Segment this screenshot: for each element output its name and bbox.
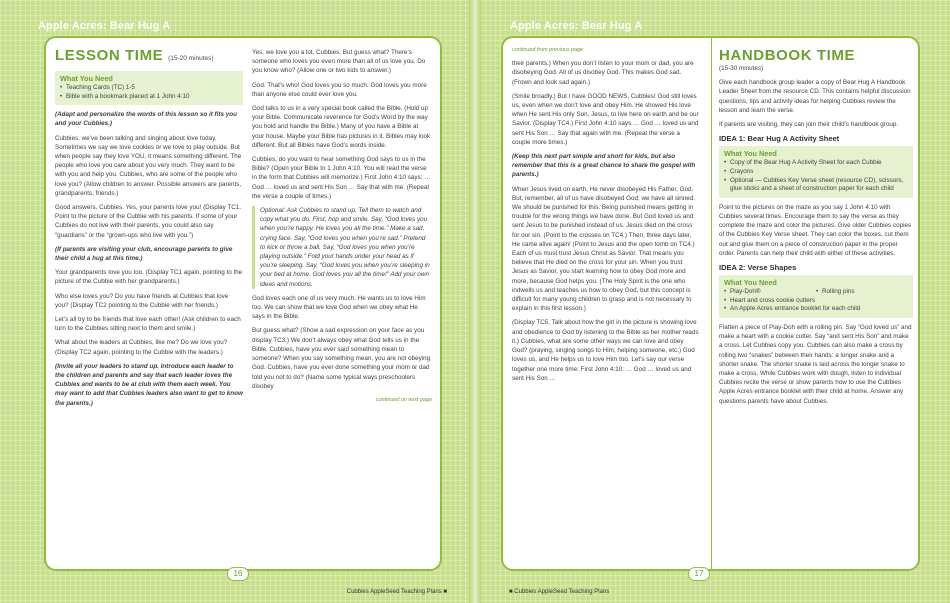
paragraph: God loves each one of us very much. He wants us to love Him too. We can show that we love God when we obey what He says in the Bible. bbox=[252, 294, 426, 321]
paragraph: Good answers, Cubbies. Yes, your parents love you! (Display TC1. Point to the picture of the Cubbie with his parents. If some of your Cubbies do not live with their parents, you could also say “guardians” or the “grown-ups who live with you.”) bbox=[55, 204, 242, 239]
idea-1-need-box bbox=[719, 146, 913, 197]
paragraph: Let’s all try to be friends that love each other! (Ask children to each turn to the Cubbies sitting next to them and smile.) bbox=[55, 316, 241, 333]
page-number: 17 bbox=[688, 567, 710, 581]
lesson-panel bbox=[44, 36, 442, 571]
paragraph: Cubbies, do you want to hear something God says to us in the Bible? (Open your Bible to 1 John 4:10. You will read the verse in the form that Cubbies will memorize.) First John 4:10 says: … God … loved us and sent His Son … Say that with me. (Repeat the verse a couple of times.) bbox=[252, 156, 431, 200]
page-number: 16 bbox=[227, 567, 249, 581]
paragraph: Cubbies, we’ve been talking and singing about love today. Sometimes we say we love cookies or we love to play outside. But when people say they love YOU, it means something different. The people who love you care about you very much. They want to be with you and help you. Cubbies, who are some of the people who love you? (Allow children to answer. Possible answers are parents, grandparents, friends.) bbox=[55, 134, 242, 197]
idea-1-heading: IDEA 1: Bear Hug A Activity Sheet bbox=[719, 134, 840, 144]
right-page bbox=[481, 0, 950, 603]
need-item: • Rolling pins bbox=[816, 288, 908, 297]
need-item: • Copy of the Bear Hug A Activity Sheet for each Cubbie bbox=[724, 159, 908, 168]
handbook-minutes: (15-30 minutes) bbox=[719, 65, 764, 72]
paragraph: (Smile broadly.) But I have GOOD NEWS, Cubbies! God still loves us, even when we don’t love and obey Him. He showed His love when He sent His only Son, Jesus, to live here on earth and be our Savior. (Display TC4.) First John 4:10 says … God … loved us and sent His Son … Say that again with me. (Repeat the verse a couple more times.) bbox=[512, 92, 699, 146]
lesson-column-2 bbox=[252, 48, 432, 405]
paragraph: Yes, we love you a lot, Cubbies. But guess what? There’s someone who loves you even more than all of us love you. Do you know who? (Allow one or two kids to answer.) bbox=[252, 49, 426, 75]
page-header: Apple Acres: Bear Hug A bbox=[38, 20, 171, 32]
page-footer: ■ Cubbies AppleSeed Teaching Plans bbox=[509, 589, 610, 595]
continued-note: continued on next page bbox=[375, 396, 432, 403]
paragraph: Your grandparents love you too. (Display TC1 again, pointing to the picture of the Cubbie with her grandparents.) bbox=[55, 269, 243, 286]
page-header: Apple Acres: Bear Hug A bbox=[510, 20, 643, 32]
need-item: • Crayons bbox=[724, 168, 908, 177]
paragraph: Flatten a piece of Play-Doh with a rolling pin. Say “God loved us” and make a heart with a cookie cutter. Say “and sent His Son” and make a cross. Let Cubbies copy you. Cubbies can also make a cross by rolling two “snakes” between their hands: a longer snake and a shorter snake. The shorter snake is laid across the longer snake to make a cross. While Cubbies work with dough, listen to individual Cubbies recite the verse or show parents how to use the Cubbies Apple Acres entrance booklet with their child at home. Answer any questions parents have about Cubbies. bbox=[719, 324, 912, 405]
need-item: • Bible with a bookmark placed at 1 John 4:10 bbox=[60, 93, 238, 102]
lesson-column-1 bbox=[55, 48, 243, 413]
continued-from-note: continued from previous page bbox=[512, 47, 584, 53]
idea-2-need-box bbox=[719, 275, 913, 318]
optional-text: Optional: Ask Cubbies to stand up. Tell them to watch and copy what you do. First, hop and smile. Say, “God loves you when you’re happy. He loves you all the time.” Make a sad, crying face. Say, “God loves you when you’re sad.” Pretend to kick or throw a ball. Say, “God loves you when you’re playing outside.” Fold your hands under your head as if you’re sleeping. Say, “God loves you when you’re sleeping in your bed at home. God loves you all the time!” Add your own ideas and motions. bbox=[260, 207, 430, 288]
paragraph: their parents.) When you don’t listen to your mom or dad, you are disobeying God. All of us disobey God. This makes God sad. (Frown and look sad again.) bbox=[512, 60, 694, 86]
optional-activity-box bbox=[252, 206, 432, 289]
need-heading: What You Need bbox=[724, 149, 777, 159]
need-item: • An Apple Acres entrance booklet for each child bbox=[724, 305, 908, 314]
need-item: • Heart and cross cookie cutters bbox=[724, 297, 908, 306]
paragraph: (Invite all your leaders to stand up. Introduce each leader to the children and parents and say that each leader loves the Cubbies and wants to be at club with them each week. You may want to add that Cubbies leaders also want to get to know the parents.) bbox=[55, 362, 243, 407]
paragraph: (If parents are visiting your club, encourage parents to give their child a hug at this time.) bbox=[55, 245, 233, 263]
paragraph: Give each handbook group leader a copy of Bear Hug A Handbook Leader Sheet from the resource CD. This contains helpful discussion questions, tips and activity ideas for helping Cubbies review the lesson and learn the verse. bbox=[719, 79, 911, 114]
paragraph: If parents are visiting, they can join their child’s handbook group. bbox=[719, 121, 899, 129]
paragraph: (Display TC5. Talk about how the girl in the picture is showing love and obedience to God by listening to the Bible as her mother reads it.) Cubbies, what are some other ways we can love and obey God? (praying, singing songs to Him, helping someone, etc.) God loves us, and He helps us to love Him too. Let’s say our verse together one more time: First John 4:10: … God … loved us and sent His Son … bbox=[512, 319, 699, 382]
paragraph: What about the leaders at Cubbies, like me? Do we love you? (Display TC2 again, pointing to the Cubbie with the leaders.) bbox=[55, 339, 228, 356]
paragraph: Point to the pictures on the maze as you say 1 John 4:10 with Cubbies several times. Encourage them to say the verse as they complete the maze and color the pictures. Give older Cubbies copies of the Cubbies Key Verse sheet. They can color the boxes, cut them out and glue them on a piece of construction paper in the proper order. Parents can help their child with either of these activities. bbox=[719, 203, 912, 257]
idea-2-heading: IDEA 2: Verse Shapes bbox=[719, 263, 797, 273]
content-panel bbox=[501, 36, 920, 571]
handbook-title: HANDBOOK TIME bbox=[719, 47, 856, 64]
paragraph: But guess what? (Show a sad expression on your face as you display TC3.) We don’t always obey what God tells us in the Bible. Cubbies, have you ever said something mean to someone? When you say something mean, you are not obeying God. Cubbies, have you ever done something your mom or dad told you not to do? (Name some typical ways preschoolers disobey bbox=[252, 327, 431, 390]
lesson-continued-column bbox=[512, 46, 700, 388]
need-heading: What You Need bbox=[60, 74, 113, 83]
handbook-column bbox=[719, 48, 913, 411]
paragraph: (Keep this next part simple and short for kids, but also remember that this is a great chance to share the gospel with parents.) bbox=[512, 153, 696, 179]
need-item: • Play-Doh® bbox=[724, 288, 816, 297]
need-item: • Teaching Cards (TC) 1-5 bbox=[60, 84, 238, 93]
what-you-need-box bbox=[55, 71, 243, 105]
paragraph: When Jesus lived on earth, He never disobeyed His Father, God. But, remember, all of us have disobeyed God; we have all sinned. We should be punished for this. Being punished means getting in trouble for the wrong things we have done. But God loved us and sent Jesus to be punished instead of us. Jesus died on the cross for our sin. (Point to the crosses on TC4.) Then, three days later, He came alive again! (Point to Jesus and the open tomb on TC4.) Each of us must trust Jesus Christ as Savior. That means you believe that He died on the cross for your sin. When you trust Jesus as Savior, you start learning how to obey God more and more, because God helps you. (The Holy Spirit is the one who indwells us and teaches us how to obey God, but this concept is difficult for many young children to grasp and is not necessary to explain in this first lesson.) bbox=[512, 185, 696, 313]
lesson-minutes: (15-20 minutes) bbox=[168, 55, 214, 62]
paragraph: God. That’s who! God loves you so much. God loves you more than anyone else could ever love you. bbox=[252, 81, 427, 98]
lesson-title-text: LESSON TIME bbox=[55, 47, 164, 64]
need-item: • Optional — Cubbies Key Verse sheet (resource CD), scissors, glue sticks and a sheet of construction paper for each child bbox=[724, 177, 908, 194]
need-heading: What You Need bbox=[724, 278, 777, 288]
lesson-title bbox=[55, 48, 243, 67]
column-divider bbox=[711, 38, 712, 569]
paragraph: (Adapt and personalize the words of this lesson so it fits you and your Cubbies.) bbox=[55, 111, 237, 128]
paragraph: Who else loves you? Do you have friends at Cubbies that love you? (Display TC2 pointing to the Cubbie with her friends.) bbox=[55, 292, 229, 309]
page-gutter bbox=[469, 0, 481, 603]
left-page bbox=[0, 0, 469, 603]
paragraph: God talks to us in a very special book called the Bible. (Hold up your Bible. Communicate reverence for God’s Word by the way you hold and handle the Bible.) Many of you have a Bible at your house. Maybe your Bible has pictures in it. Bibles may look different. But all Bibles have God’s words inside. bbox=[252, 105, 431, 149]
page-footer: Cubbies AppleSeed Teaching Plans ■ bbox=[346, 589, 447, 595]
